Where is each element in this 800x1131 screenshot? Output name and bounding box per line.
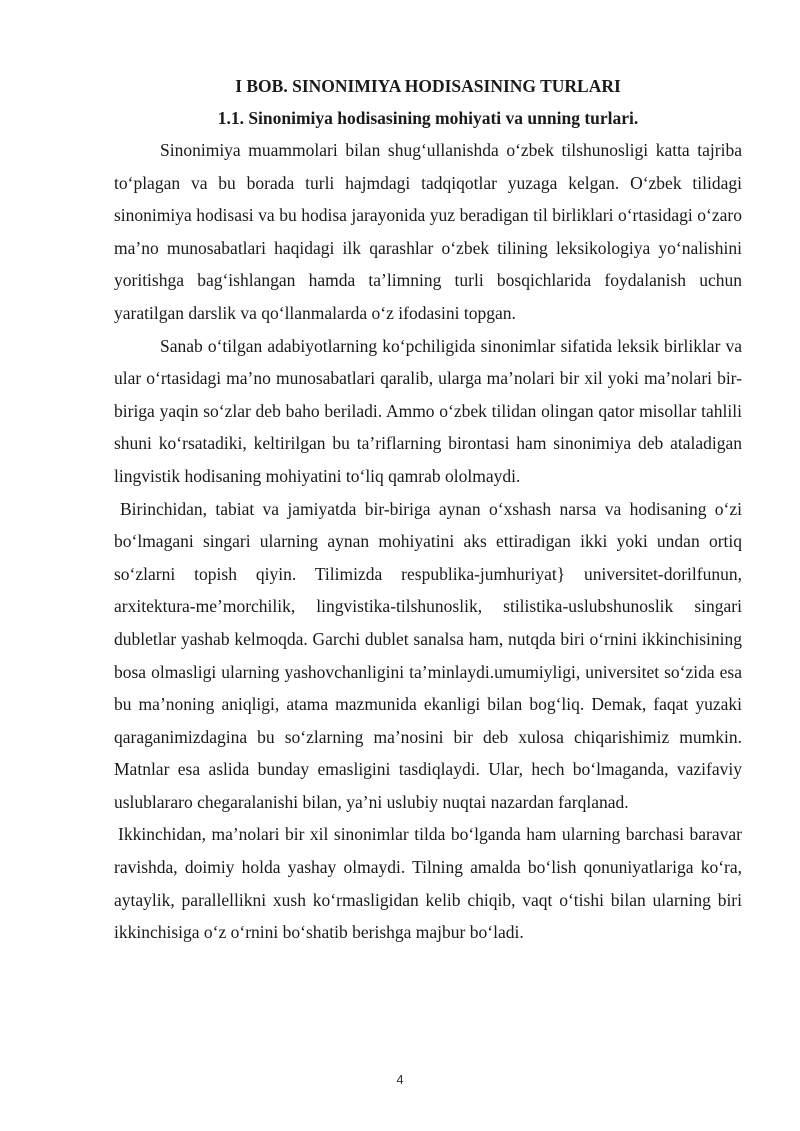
document-page (114, 74, 742, 949)
paragraph: Sinonimiya muammolari bilan shug‘ullanishda o‘zbek tilshunosligi katta tajriba to‘plagan va bu borada turli hajmdagi tadqiqotlar yuzaga kelgan. O‘zbek tilidagi sinonimiya hodisasi va bu hodisa jarayonida yuz beradigan til birliklari o‘rtasidagi o‘zaro ma’no munosabatlari haqidagi ilk qarashlar o‘zbek tilining leksikologiya yo‘nalishini yoritishga bag‘ishlangan hamda ta’limning turli bosqichlarida foydalanish uchun yaratilgan darslik va qo‘llanmalarda o‘z ifodasini topgan. (114, 140, 742, 323)
page-number: 4 (396, 1072, 404, 1087)
paragraph: Ikkinchidan, ma’nolari bir xil sinonimlar tilda bo‘lganda ham ularning barchasi baravar ravishda, doimiy holda yashay olmaydi. Tilning amalda bo‘lish qonuniyatlariga ko‘ra, aytaylik, parallellikni xush ko‘rmasligidan kelib chiqib, vaqt o‘tishi bilan ularning biri ikkinchisiga o‘z o‘rnini bo‘shatib berishga majbur bo‘ladi. (114, 824, 742, 943)
section-title: 1.1. Sinonimiya hodisasining mohiyati va unning turlari. (217, 108, 639, 128)
paragraph: Sanab o‘tilgan adabiyotlarning ko‘pchiligida sinonimlar sifatida leksik birliklar va ular o‘rtasidagi ma’no munosabatlari qaralib, ularga ma’nolari bir xil yoki ma’nolari bir-biriga yaqin so‘zlar deb baho beriladi. Ammo o‘zbek tilidan olingan qator misollar tahlili shuni ko‘rsatadiki, keltirilgan bu ta’riflarning birontasi ham sinonimiya deb ataladigan lingvistik hodisaning mohiyatini to‘liq qamrab ololmaydi. (114, 335, 742, 486)
paragraph: Birinchidan, tabiat va jamiyatda bir-biriga aynan o‘xshash narsa va hodisaning o‘zi bo‘lmagani singari ularning aynan mohiyatini aks ettiradigan ikki yoki undan ortiq so‘zlarni topish qiyin. Tilimizda respublika-jumhuriyat} universitet-dorilfunun, arxitektura-me’morchilik, lingvistika-tilshunoslik, stilistika-uslubshunoslik singari dubletlar yashab kelmoqda. Garchi dublet sanalsa ham, nutqda biri o‘rnini ikkinchisining bosa olmasligi ularning yashovchanligini ta’minlaydi.umumiyligi, universitet so‘zida esa bu ma’noning aniqligi, atama mazmunida ekanligi bilan bog‘liq. Demak, faqat yuzaki qaraganimizdagina bu so‘zlarning ma’nosini bir deb xulosa chiqarishimiz mumkin. Matnlar esa aslida bunday emasligini tasdiqlaydi. Ular, hech bo‘lmaganda, vazifaviy uslublararo chegaralanishi bilan, ya’ni uslubiy nuqtai nazardan farqlanad. (114, 498, 742, 812)
chapter-title: I BOB. SINONIMIYA HODISASINING TURLARI (235, 76, 621, 96)
